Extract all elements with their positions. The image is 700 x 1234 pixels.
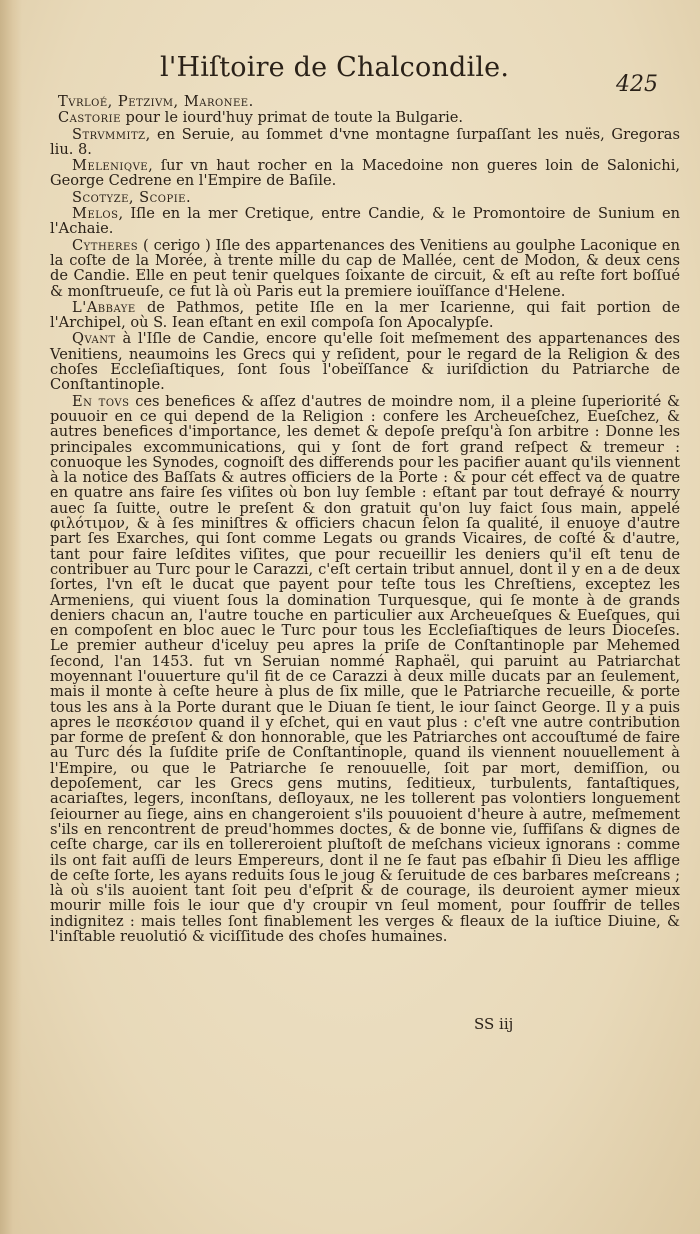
entry-strummitz <box>50 127 680 158</box>
entry-pathmos <box>50 300 680 331</box>
entry-text: à l'Iſle de Candie, encore qu'elle ſoit meſmement des appartenances des Venitiens, neaumoins les Grecs qui y reſident, pour le regard de la Religion & des choſes Eccleſiaſtiques, ſont ſous l'obeïſſance & iuriſdiction du Patriarche de Conſtantinople. <box>50 330 680 394</box>
text-body <box>50 94 680 945</box>
entry-cytheres <box>50 238 680 299</box>
entry-lead: Cytheres <box>72 236 139 254</box>
entry-lead: Castorie <box>58 109 121 127</box>
entry-lead: Strvmmitz <box>72 125 146 143</box>
entry-text: pour le iourd'huy primat de toute la Bulgarie. <box>120 109 464 127</box>
binding-gutter <box>0 0 22 1234</box>
entry-lead: Meleniqve <box>72 157 149 175</box>
entry-text: ( cerigo ) Iſle des appartenances des Venitiens au goulphe Laconique en la coſte de la Morée, à trente mille du cap de Mallée, cent de Modon, & deux cens de Candie. Elle en peut tenir quelques ſoixante de circuit, & eſt au reſte fort boſſué & monſtrueuſe, ce fut là où Paris eut la premiere iouïſſance d'Helene. <box>50 236 680 300</box>
entry-turloe <box>50 94 680 109</box>
entry-text: , Iſle en la mer Cretique, entre Candie, & le Promontoire de Sunium en l'Achaie. <box>50 205 680 238</box>
entry-candie <box>50 331 680 392</box>
entry-lead: En tovs <box>72 392 130 410</box>
entry-castorie <box>50 110 680 125</box>
entry-meleniqve <box>50 158 680 189</box>
entry-lead: L'Abbaye <box>72 298 136 316</box>
entry-scotyze <box>50 190 680 205</box>
entry-lead: Tvrloé, Petzivm, Maronee. <box>58 93 254 110</box>
running-title: l'Hiſtoire de Chalcondile. <box>160 52 510 83</box>
signature-mark: SS iij <box>474 1015 514 1033</box>
entry-lead: Melos <box>72 205 119 223</box>
page-number: 425 <box>616 72 658 97</box>
entry-text: ces benefices & aſſez d'autres de moindre nom, il a pleine ſuperiorité & pouuoir en ce qui depend de la Religion : confere les Archeueſchez, Eueſchez, & autres benefices d'importance, les demet & depoſe preſqu'à ſon arbitre : Donne les principales excommunications, qui y ſont de fort grand reſpect & tremeur : conuoque les Synodes, cognoiſt des differends pour les pacifier auant qu'ils viennent à la notice des Baſſats & autres officiers de la Porte : & pour cét effect va de quatre en quatre ans faire ſes viſites où bon luy ſemble : eſtant par tout defrayé & nourry auec ſa ſuitte, outre le preſent & don gratuit qu'on luy faict ſous main, appelé φιλότιμον, & à ſes miniſtres & officiers chacun ſelon ſa qualité, il enuoye d'autre part ſes Exarches, qui ſont comme Legats ou grands Vicaires, de coſté & d'autre, tant pour faire leſdites viſites, que pour recueillir les deniers qu'il eſt tenu de contribuer au Turc pour le Carazzi, c'eſt certain tribut annuel, dont il y en a de deux ſortes, l'vn eſt le ducat que payent pour teſte tous les Chreſtiens, exceptez les Armeniens, qui viuent ſous la domination Turquesque, qui ſe monte à de grands deniers chacun an, l'autre touche en particulier aux Archeueſques & Eueſques, qui en compoſent en bloc auec le Turc pour tous les Eccleſiaſtiques de leurs Dioceſes. Le premier autheur d'iceluy peu apres la priſe de Conſtantinople par Mehemed ſecond, l'an 1453. fut vn Seruian nommé Raphaël, qui paruint au Patriarchat moyennant l'ouuerture qu'il fit de ce Carazzi à deux mille ducats par an ſeulement, mais il monte à ceſte heure à plus de ſix mille, que le Patriarche recueille, & porte tous les ans à la Porte durant que le Diuan ſe tient, le iour ſainct George. Il y a puis apres le πεσκέσιον quand il y eſchet, qui en vaut plus : c'eſt vne autre contribution par forme de preſent & don honnorable, que les Patriarches ont accouſtumé de faire au Turc dés la ſuſdite priſe de Conſtantinople, quand ils viennent nouuellement à l'Empire, ou que le Patriarche ſe renouuelle, ſoit par mort, demiſſion, ou depoſement, car les Grecs gens mutins, ſeditieux, turbulents, fantaſtiques, acariaſtes, legers, inconſtans, deſloyaux, ne les tollerent pas volontiers longuement ſeiourner au ſiege, ains en changeroient s'ils pouuoient d'heure à autre, meſmement s'ils en rencontrent de preud'hommes doctes, & de bonne vie, ſuffiſans & dignes de ceſte charge, car ils en tollereroient pluſtoſt de meſchans vicieux ignorans : comme ils ont fait auſſi de leurs Empereurs, dont il ne ſe faut pas eſbahir ſi Dieu les afflige de ceſte ſorte, les ayans reduits ſous le joug & ſeruitude de ces barbares meſcreans ; là où s'ils auoient tant ſoit peu d'eſprit & de courage, ils deuroient aymer mieux mourir mille fois le iour que d'y croupir vn ſeul moment, pour ſouffrir de telles indignitez : mais telles ſont finablement les verges & fleaux de la iuſtice Diuine, & l'inſtable reuolutió & viciſſitude des choſes humaines. <box>50 392 680 946</box>
entry-lead: Qvant <box>72 330 116 348</box>
entry-patriarch-powers <box>50 394 680 945</box>
entry-lead: Scotyze, Scopie. <box>72 188 192 206</box>
entry-text: de Pathmos, petite Iſle en la mer Icarienne, qui fait portion de l'Archipel, où S. Iean eſtant en exil compoſa ſon Apocalypſe. <box>50 298 680 332</box>
entry-text: , ſur vn haut rocher en la Macedoine non gueres loin de Salonichi, George Cedrene en l'Empire de Baſile. <box>50 157 680 190</box>
entry-melos <box>50 206 680 237</box>
entry-text: , en Seruie, au ſommet d'vne montagne ſurpaſſant les nuës, Gregoras liu. 8. <box>50 125 680 158</box>
